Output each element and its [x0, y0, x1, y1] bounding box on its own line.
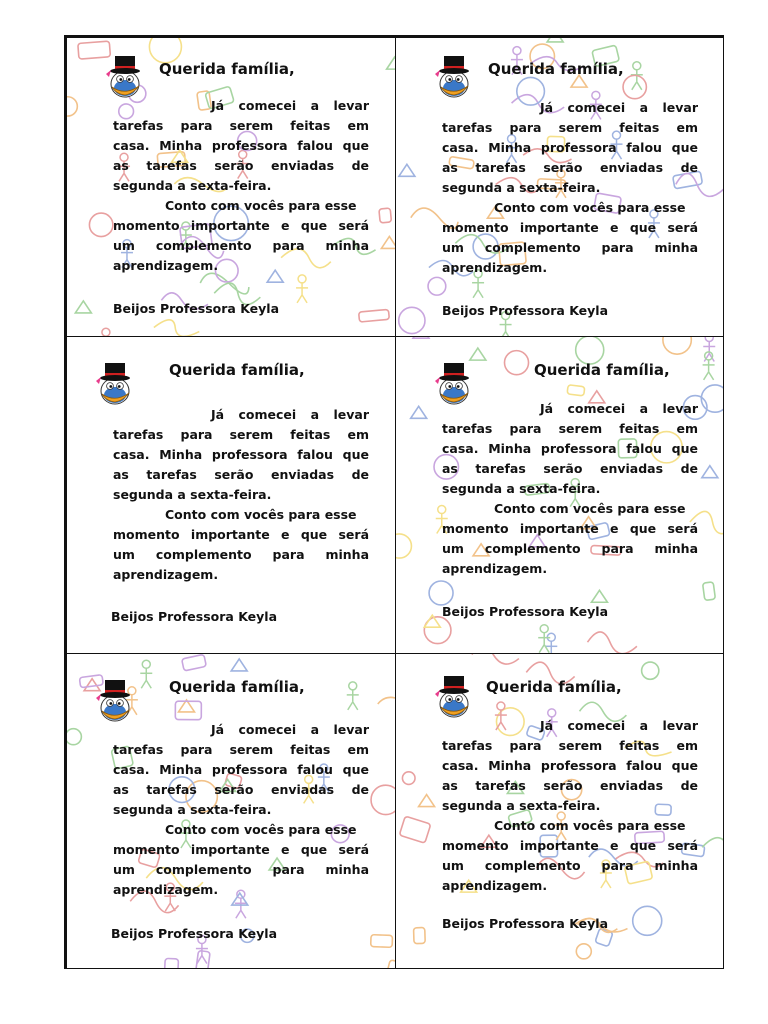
duck-top-hat-icon	[93, 357, 137, 409]
message-line: as tarefas serão enviadas de	[113, 782, 369, 797]
message-line: momento importante e que será	[113, 527, 369, 542]
note-card-5	[66, 653, 396, 969]
note-card-3	[66, 336, 396, 654]
message-line: Já comecei a levar	[540, 718, 698, 733]
message-line: as tarefas serão enviadas de	[113, 467, 369, 482]
card-title: Querida família,	[159, 60, 295, 78]
duck-top-hat-icon	[93, 674, 137, 726]
signature: Beijos Professora Keyla	[442, 303, 609, 318]
message-line: Conto com vocês para esse	[494, 200, 686, 215]
message-line: momento importante e que será	[113, 218, 369, 233]
message-line: um complemento para minha	[113, 238, 369, 253]
message-line: Já comecei a levar	[211, 722, 369, 737]
message-line: tarefas para serem feitas em	[442, 738, 698, 753]
message-line: Conto com vocês para esse	[165, 507, 357, 522]
card-title: Querida família,	[534, 361, 670, 379]
message-line: Já comecei a levar	[540, 401, 698, 416]
message-line: segunda a sexta-feira.	[442, 798, 601, 813]
note-card-1	[66, 37, 396, 337]
message-line: segunda a sexta-feira.	[442, 180, 601, 195]
message-line: casa. Minha professora falou que	[113, 447, 369, 462]
message-line: aprendizagem.	[113, 258, 219, 273]
message-line: tarefas para serem feitas em	[442, 421, 698, 436]
message-line: um complemento para minha	[442, 240, 698, 255]
message-line: tarefas para serem feitas em	[442, 120, 698, 135]
signature: Beijos Professora Keyla	[111, 609, 278, 624]
message-line: Já comecei a levar	[540, 100, 698, 115]
message-line: Já comecei a levar	[211, 98, 369, 113]
card-message	[113, 405, 369, 585]
message-line: as tarefas serão enviadas de	[113, 158, 369, 173]
signature: Beijos Professora Keyla	[442, 916, 609, 931]
message-line: aprendizagem.	[442, 561, 548, 576]
message-line: um complemento para minha	[113, 547, 369, 562]
card-title: Querida família,	[488, 60, 624, 78]
message-line: casa. Minha professora falou que	[442, 758, 698, 773]
message-line: aprendizagem.	[442, 878, 548, 893]
message-line: segunda a sexta-feira.	[113, 178, 272, 193]
card-title: Querida família,	[169, 678, 305, 696]
message-line: tarefas para serem feitas em	[113, 742, 369, 757]
card-title: Querida família,	[486, 678, 622, 696]
card-message	[442, 399, 698, 579]
note-card-2	[395, 37, 724, 337]
message-line: aprendizagem.	[113, 567, 219, 582]
message-line: Conto com vocês para esse	[494, 818, 686, 833]
message-line: aprendizagem.	[442, 260, 548, 275]
message-line: Já comecei a levar	[211, 407, 369, 422]
duck-top-hat-icon	[432, 50, 476, 102]
card-message	[113, 96, 369, 276]
note-card-6	[395, 653, 724, 969]
signature: Beijos Professora Keyla	[113, 301, 280, 316]
message-line: momento importante e que será	[442, 838, 698, 853]
message-line: as tarefas serão enviadas de	[442, 778, 698, 793]
note-sheet	[64, 35, 724, 969]
note-card-4	[395, 336, 724, 654]
message-line: casa. Minha professora falou que	[442, 441, 698, 456]
message-line: Conto com vocês para esse	[165, 198, 357, 213]
card-message	[442, 716, 698, 896]
card-message	[113, 720, 369, 900]
signature: Beijos Professora Keyla	[442, 604, 609, 619]
message-line: um complemento para minha	[113, 862, 369, 877]
message-line: casa. Minha professora falou que	[113, 762, 369, 777]
message-line: aprendizagem.	[113, 882, 219, 897]
card-title: Querida família,	[169, 361, 305, 379]
message-line: segunda a sexta-feira.	[113, 802, 272, 817]
message-line: tarefas para serem feitas em	[113, 118, 369, 133]
message-line: as tarefas serão enviadas de	[442, 160, 698, 175]
message-line: casa. Minha professora falou que	[442, 140, 698, 155]
duck-top-hat-icon	[103, 50, 147, 102]
signature: Beijos Professora Keyla	[111, 926, 278, 941]
duck-top-hat-icon	[432, 670, 476, 722]
message-line: Conto com vocês para esse	[494, 501, 686, 516]
message-line: momento importante e que será	[113, 842, 369, 857]
message-line: casa. Minha professora falou que	[113, 138, 369, 153]
card-message	[442, 98, 698, 278]
message-line: segunda a sexta-feira.	[113, 487, 272, 502]
message-line: um complemento para minha	[442, 858, 698, 873]
message-line: tarefas para serem feitas em	[113, 427, 369, 442]
message-line: Conto com vocês para esse	[165, 822, 357, 837]
message-line: segunda a sexta-feira.	[442, 481, 601, 496]
message-line: momento importante e que será	[442, 220, 698, 235]
message-line: as tarefas serão enviadas de	[442, 461, 698, 476]
message-line: um complemento para minha	[442, 541, 698, 556]
message-line: momento importante e que será	[442, 521, 698, 536]
